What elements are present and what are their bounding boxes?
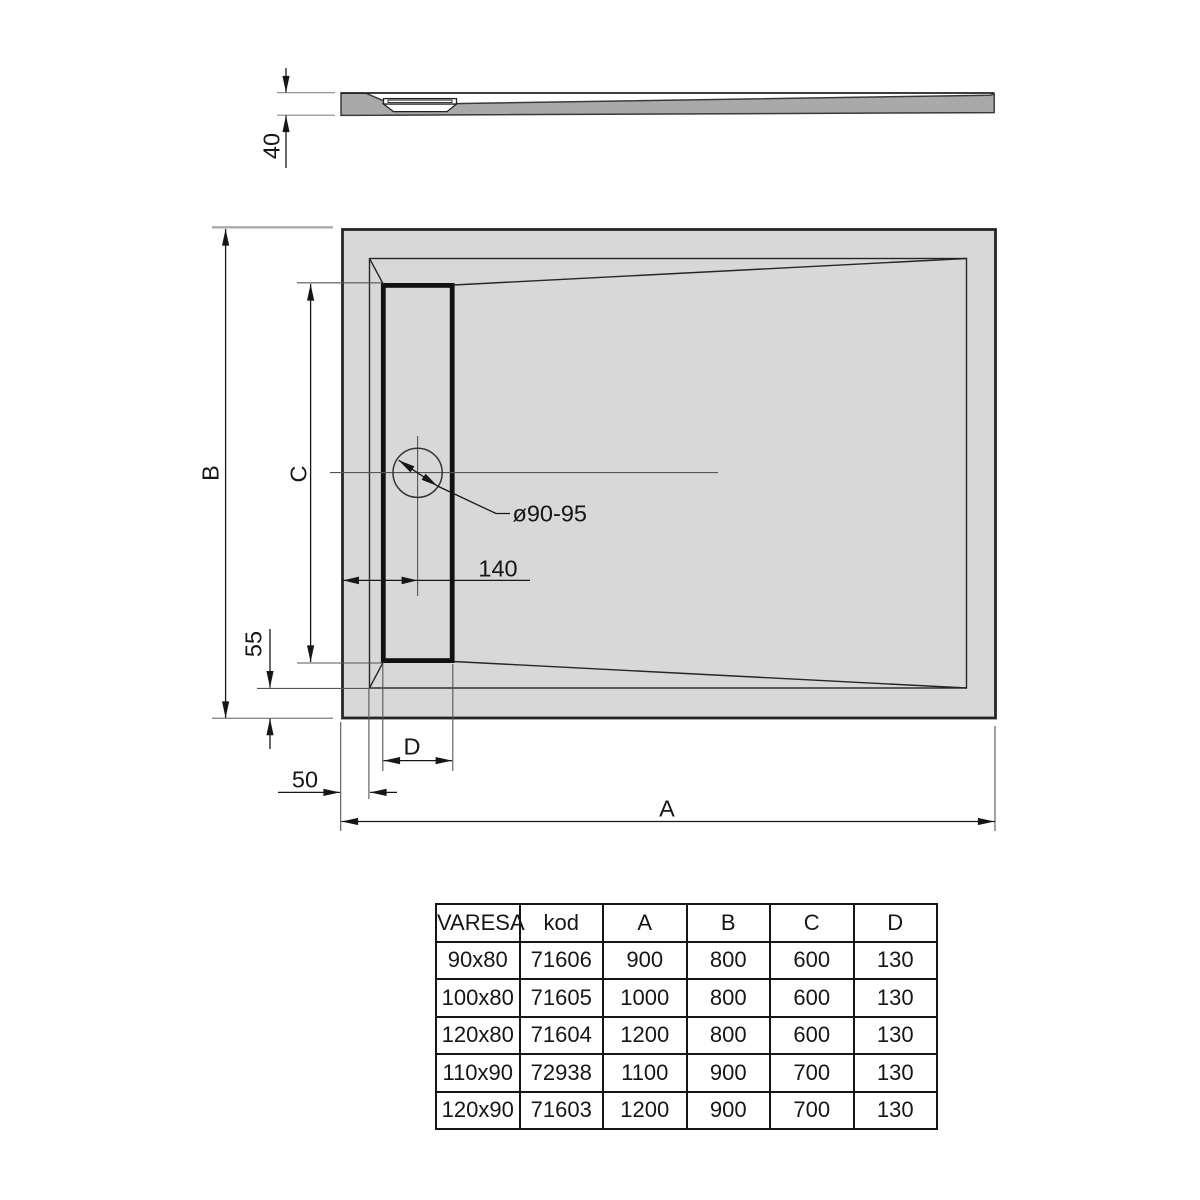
spec-cell: 71603 xyxy=(520,1092,604,1130)
spec-cell: 600 xyxy=(770,979,854,1017)
drain-cover-plate-inner xyxy=(388,100,452,102)
spec-header-cell: kod xyxy=(520,904,604,942)
dim40-label: 40 xyxy=(258,132,285,160)
spec-cell: 130 xyxy=(854,1054,938,1092)
spec-row xyxy=(436,1017,937,1055)
spec-cell: 800 xyxy=(687,942,771,980)
spec-cell: 120x90 xyxy=(436,1092,520,1130)
spec-header-cell: C xyxy=(770,904,854,942)
spec-cell: 130 xyxy=(854,1092,938,1130)
dimA-label: A xyxy=(659,795,675,822)
spec-cell: 800 xyxy=(687,979,771,1017)
dim55-label: 55 xyxy=(240,630,267,658)
spec-row xyxy=(436,942,937,980)
spec-cell: 71604 xyxy=(520,1017,604,1055)
drain-recess xyxy=(384,104,457,112)
spec-header-cell: A xyxy=(603,904,687,942)
spec-cell: 1100 xyxy=(603,1054,687,1092)
spec-cell: 900 xyxy=(603,942,687,980)
spec-cell: 71605 xyxy=(520,979,604,1017)
spec-cell: 90x80 xyxy=(436,942,520,980)
spec-cell: 71606 xyxy=(520,942,604,980)
spec-header-cell: B xyxy=(687,904,771,942)
spec-cell: 130 xyxy=(854,1017,938,1055)
spec-cell: 130 xyxy=(854,942,938,980)
dimB-label: B xyxy=(196,464,223,481)
spec-cell: 120x80 xyxy=(436,1017,520,1055)
spec-row xyxy=(436,1092,937,1130)
dimC-label: C xyxy=(285,465,312,483)
spec-cell: 100x80 xyxy=(436,979,520,1017)
spec-table xyxy=(435,903,938,1130)
spec-cell: 72938 xyxy=(520,1054,604,1092)
drain-diameter-label: ø90-95 xyxy=(512,499,587,526)
spec-row xyxy=(436,979,937,1017)
dim50-label: 50 xyxy=(291,766,319,793)
spec-cell: 700 xyxy=(770,1092,854,1130)
spec-cell: 900 xyxy=(687,1054,771,1092)
spec-cell: 1200 xyxy=(603,1017,687,1055)
spec-cell: 700 xyxy=(770,1054,854,1092)
spec-cell: 900 xyxy=(687,1092,771,1130)
dim140-label: 140 xyxy=(478,554,518,581)
profile-view xyxy=(277,68,995,168)
tray-outer-rect xyxy=(343,230,996,719)
spec-cell: 110x90 xyxy=(436,1054,520,1092)
dimD-label: D xyxy=(403,733,421,760)
spec-cell: 1200 xyxy=(603,1092,687,1130)
spec-header-row xyxy=(436,904,937,942)
spec-cell: 600 xyxy=(770,1017,854,1055)
spec-header-cell: D xyxy=(854,904,938,942)
spec-cell: 600 xyxy=(770,942,854,980)
spec-row xyxy=(436,1054,937,1092)
spec-header-cell: VARESA xyxy=(436,904,520,942)
plan-view xyxy=(330,230,996,719)
spec-cell: 1000 xyxy=(603,979,687,1017)
spec-cell: 800 xyxy=(687,1017,771,1055)
spec-cell: 130 xyxy=(854,979,938,1017)
